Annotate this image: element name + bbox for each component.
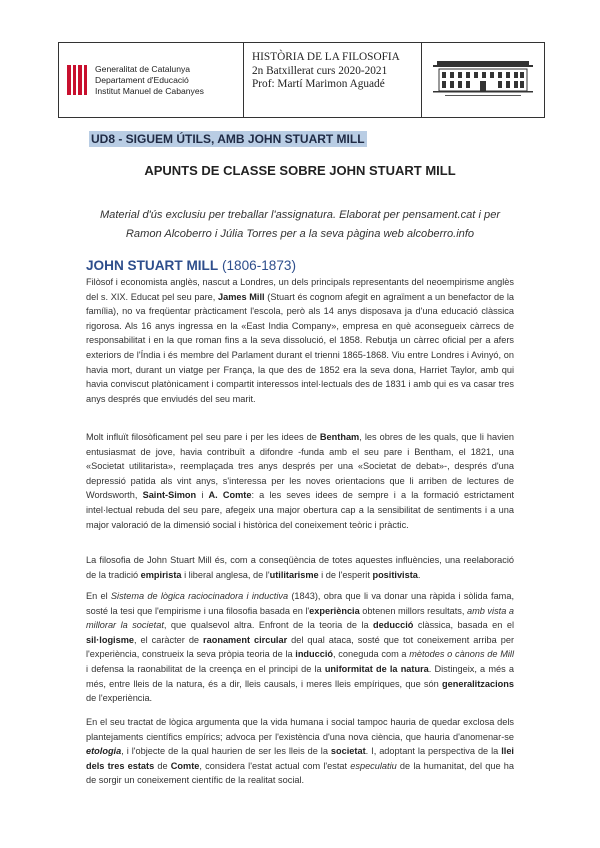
- paragraph-text: obtenen millors resultats,: [359, 605, 467, 616]
- emphasis-text: Sistema de lògica raciocinadora i inductiva: [110, 591, 289, 601]
- paragraph-text: del qual ataca, sosté que tot coneixement arriba per l'experiència, construeix la seva pròpia teoria de la: [86, 634, 514, 660]
- paragraph-text: , coneguda com a: [333, 649, 410, 660]
- institution-line: Institut Manuel de Cabanyes: [95, 85, 204, 96]
- emphasis-text: especulatiu: [350, 760, 397, 771]
- paragraph-text: , el caràcter de: [134, 634, 204, 645]
- paragraph-text: de: [154, 760, 171, 771]
- emphasis-text: deducció: [373, 620, 414, 631]
- section-years: (1806-1873): [221, 258, 296, 273]
- institution-line: Departament d'Educació: [95, 74, 189, 85]
- emphasis-text: inducció: [295, 649, 334, 660]
- emphasis-text: amb vista a millorar la societat: [86, 605, 514, 631]
- school-building-icon: [431, 57, 535, 103]
- paragraph-text: , que qualsevol altra. Enfront de la teoria de la: [163, 620, 374, 631]
- paragraph-text: La filosofia de John Stuart Mill és, com a conseqüència de totes aquestes influències, una reelaboració de la tradició: [86, 555, 514, 580]
- school-logo-block: [422, 43, 544, 117]
- paragraph-text: . Distingeix, a més a més, entre lleis de la natura, és a dir, lleis causals, i meres lleis empíriques, que són: [86, 663, 514, 689]
- page-subtitle: Material d'ús exclusiu per treballar l'assignatura. Elaborat per pensament.cat i per Ramon Alcoberro i Júlia Torres per a la seva pàgina web alcoberro.info: [99, 209, 501, 240]
- emphasis-text: James Mill: [218, 291, 265, 302]
- paragraph-text: En el seu tractat de lògica argumenta que la vida humana i social tampoc hauria de quedar exclosa dels plantejaments científics empírics; advoca per l'existència d'una nova ciència, que hauria d'anomenar-se: [86, 717, 514, 742]
- emphasis-text: etologia: [86, 746, 122, 757]
- paragraph-text: . I, adoptant la perspectiva de la: [365, 746, 502, 757]
- emphasis-text: raonament circular: [203, 634, 288, 645]
- paragraph-text: i defensa la raonabilitat de la creença en el principi de la: [86, 663, 325, 674]
- emphasis-text: sil·logisme: [86, 634, 134, 645]
- paragraph-5: [86, 715, 514, 788]
- institution-text: [95, 64, 204, 97]
- emphasis-text: experiència: [309, 605, 360, 616]
- paragraph-text: (Stuart és cognom afegit en agraïment a un benefactor de la família), no va freqüentar pràcticament l'escola, però als 14 anys disposava ja d'una educació clàssica rigorosa. Als 16 anys ingressa en la «East India Company», empresa en què aconsegueix càrrecs de responsabilitat i en la que roman fins a la seva dissolució, el 1858. Rebutja un càrrec oficial per a afers exteriors de l'Índia i és membre del Parlament durant el trienni 1865-1868. Viu entre Londres i Avinyó, on havia mort, durant un viatge per França, la que des de 1852 era la seva dona, Harriet Taylor, amb qui havia conviscut platònicament i compartit interessos intel·lectuals des de 1831 i amb qui es va casar tres anys després que enviudés del seu marit.: [86, 291, 515, 404]
- paragraph-text: i: [196, 490, 209, 501]
- course-block: [244, 43, 422, 117]
- paragraph-text: : a les seves idees de sempre i a la formació estrictament intel·lectual rebuda del seu pare, afegeix una major obertura cap a la sensibilitat de sentiments i a una major valoració de la dimensió social i històrica del coneixement teòric i pràctic.: [86, 490, 514, 530]
- institution-line: Generalitat de Catalunya: [95, 63, 191, 74]
- document-header: [58, 42, 545, 118]
- course-line: HISTÒRIA DE LA FILOSOFIA: [252, 51, 400, 63]
- paragraph-text: .: [417, 569, 421, 580]
- emphasis-text: A. Comte: [208, 490, 252, 501]
- emphasis-text: Bentham: [319, 432, 360, 442]
- paragraph-text: Molt influït filosòficament pel seu pare i per les idees de: [86, 432, 320, 442]
- emphasis-text: empirista: [140, 569, 182, 580]
- emphasis-text: generalitzacions: [442, 678, 514, 689]
- emphasis-text: llei dels tres estats: [86, 746, 514, 771]
- paragraph-text: (1843), obra que li va donar una ràpida i sòlida fama, sosté la tesi que l'empirisme i una filosofia basada en l': [86, 591, 514, 616]
- generalitat-logo-icon: [67, 65, 87, 95]
- paragraph-text: Filòsof i economista anglès, nascut a Londres, un dels principals representants del neoempirisme anglès del s. XIX. Educat pel seu pare,: [86, 277, 514, 302]
- paragraph-text: , les obres de les quals, que li havien entusiasmat de jove, havia contribuït a difondre -funda amb el seu pare i Bentham, el 1821, una «Societat utilitarista», reemplaçada tres anys després per una «Societat de debat»-, després d'una depressió patida als vint anys, s'interessa per les noves orientacions que li arriben de lectures de Wordsworth,: [86, 432, 514, 501]
- paragraph-3: [86, 553, 514, 582]
- paragraph-1: [86, 275, 514, 406]
- paragraph-text: i liberal anglesa, de l': [181, 569, 270, 580]
- paragraph-2: [86, 430, 514, 532]
- emphasis-text: positivista: [372, 569, 418, 580]
- paragraph-text: , i l'objecte de la qual haurien de ser les lleis de la: [121, 746, 331, 757]
- institution-block: [59, 43, 244, 117]
- paragraph-text: i de l'esperit: [318, 569, 373, 580]
- emphasis-text: Comte: [170, 760, 200, 771]
- paragraph-text: , considera l'estat actual com l'estat: [199, 760, 351, 771]
- section-heading: [86, 258, 296, 273]
- paragraph-4: [86, 589, 514, 706]
- paragraph-text: de l'experiència.: [86, 693, 153, 704]
- unit-label: UD8 - SIGUEM ÚTILS, AMB JOHN STUART MILL: [91, 132, 365, 146]
- paragraph-text: En el: [86, 591, 111, 601]
- paragraph-text: clàssica, basada en el: [413, 620, 514, 631]
- emphasis-text: mètodes o cànons de Mill: [409, 649, 515, 660]
- section-name: JOHN STUART MILL: [86, 258, 219, 273]
- course-line: Prof: Martí Marimon Aguadé: [252, 78, 385, 90]
- emphasis-text: societat: [330, 746, 366, 757]
- paragraph-text: de la humanitat, del que ha de sorgir un coneixement científic de la realitat social.: [86, 760, 514, 786]
- course-line: 2n Batxillerat curs 2020-2021: [252, 64, 388, 77]
- emphasis-text: Saint-Simon: [142, 490, 197, 501]
- page-title: APUNTS DE CLASSE SOBRE JOHN STUART MILL: [144, 163, 456, 178]
- emphasis-text: utilitarisme: [269, 569, 319, 580]
- emphasis-text: uniformitat de la natura: [324, 663, 429, 674]
